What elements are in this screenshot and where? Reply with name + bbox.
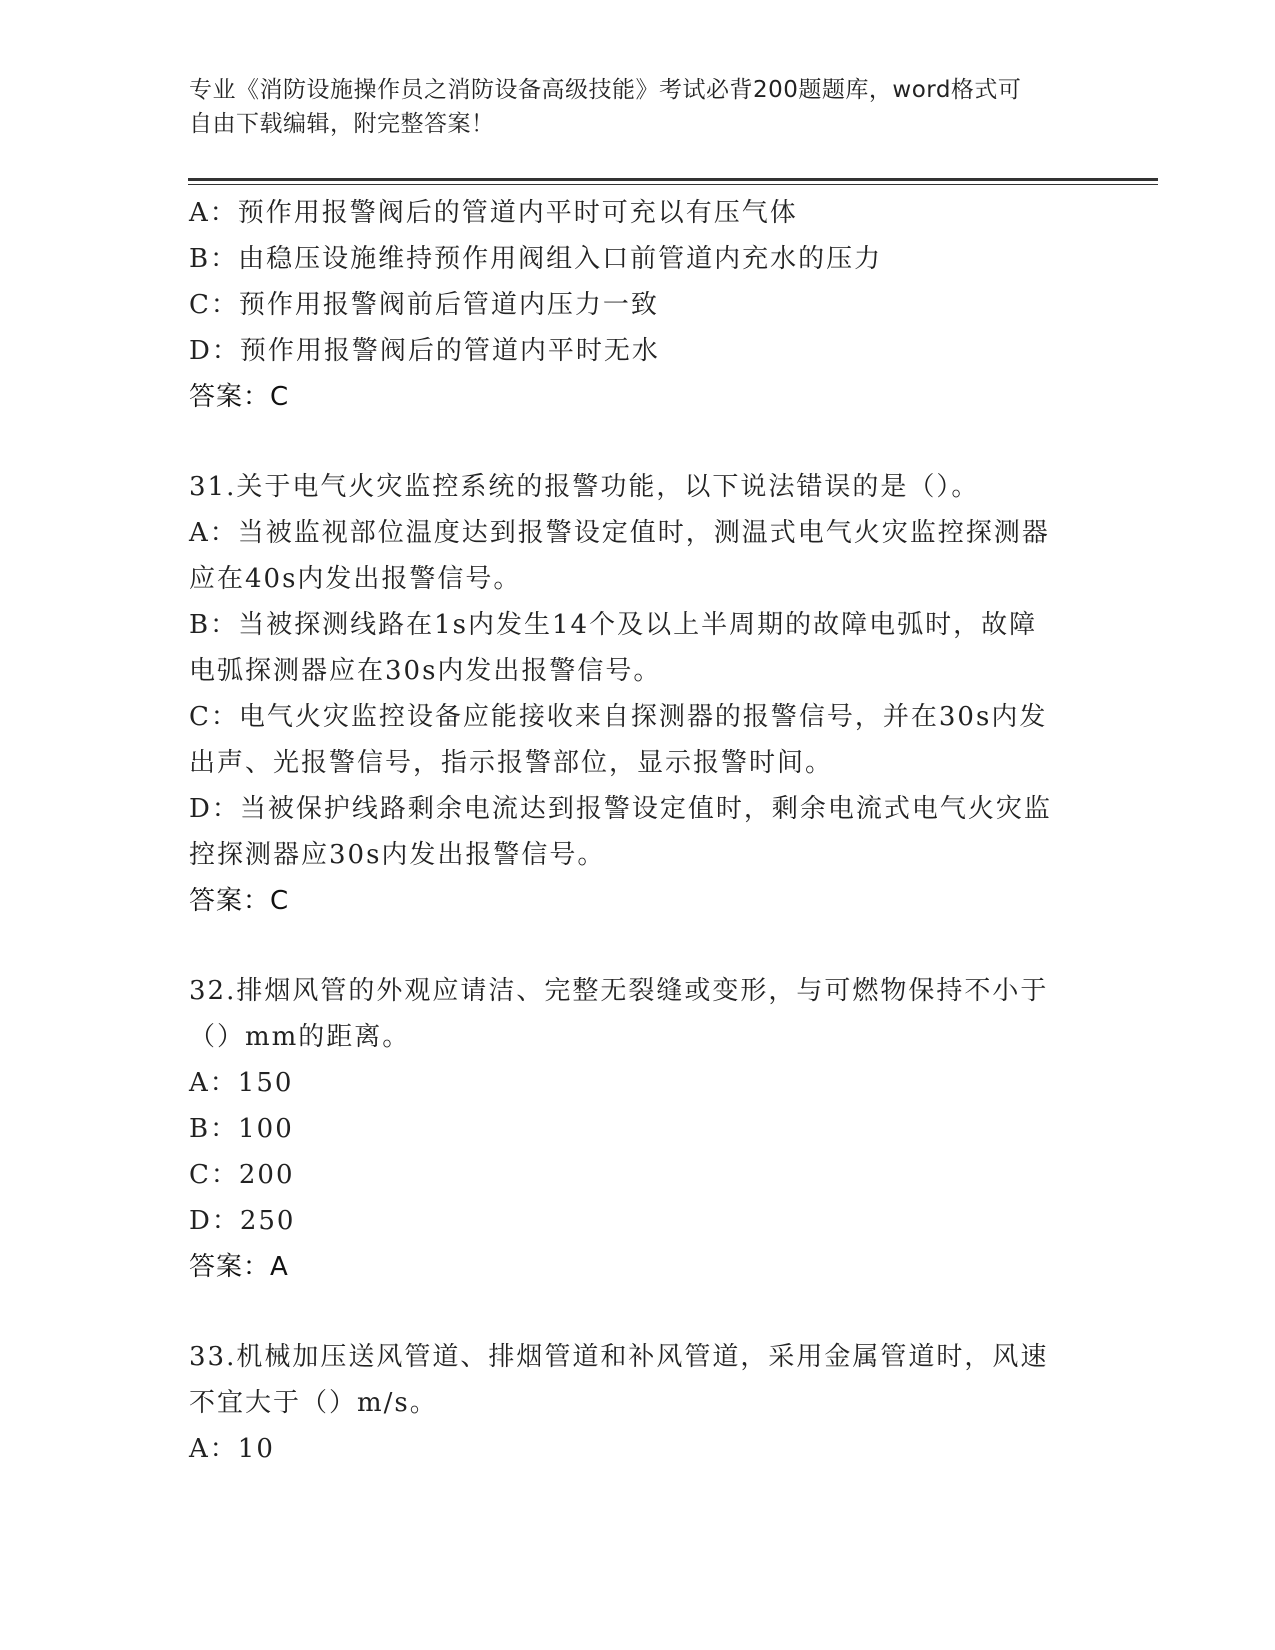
document-header bbox=[189, 73, 1089, 141]
answer-label: 答案：C bbox=[189, 382, 290, 412]
option-a: A：预作用报警阀后的管道内平时可充以有压气体 bbox=[189, 198, 798, 228]
question-stem-line-2: （）mm的距离。 bbox=[189, 1022, 411, 1052]
question-30-options bbox=[189, 190, 1089, 420]
option-a: A：10 bbox=[189, 1434, 275, 1464]
question-stem-line-2: 不宜大于（）m/s。 bbox=[189, 1388, 438, 1418]
header-title-line-2: 自由下载编辑，附完整答案！ bbox=[189, 111, 495, 137]
header-divider-thick bbox=[188, 178, 1158, 181]
option-c-line-1: C：电气火灾监控设备应能接收来自探测器的报警信号，并在30s内发 bbox=[189, 702, 1048, 732]
answer-label: 答案：A bbox=[189, 1252, 289, 1282]
option-d-line-1: D：当被保护线路剩余电流达到报警设定值时，剩余电流式电气火灾监 bbox=[189, 794, 1052, 824]
header-title-line-1: 专业《消防设施操作员之消防设备高级技能》考试必背200题题库，word格式可 bbox=[189, 77, 1022, 103]
option-a-line-1: A：当被监视部位温度达到报警设定值时，测温式电气火灾监控探测器 bbox=[189, 518, 1050, 548]
question-stem-line-1: 32.排烟风管的外观应请洁、完整无裂缝或变形，与可燃物保持不小于 bbox=[189, 976, 1049, 1006]
question-stem-line-1: 33.机械加压送风管道、排烟管道和补风管道，采用金属管道时，风速 bbox=[189, 1342, 1049, 1372]
option-a: A：150 bbox=[189, 1068, 294, 1098]
option-d: D：预作用报警阀后的管道内平时无水 bbox=[189, 336, 660, 366]
question-stem: 31.关于电气火灾监控系统的报警功能，以下说法错误的是（）。 bbox=[189, 472, 980, 502]
question-32 bbox=[189, 968, 1089, 1290]
question-list bbox=[189, 190, 1089, 1472]
option-b: B：100 bbox=[189, 1114, 294, 1144]
option-c: C：200 bbox=[189, 1160, 295, 1190]
question-33 bbox=[189, 1334, 1089, 1472]
option-b-line-1: B：当被探测线路在1s内发生14个及以上半周期的故障电弧时，故障 bbox=[189, 610, 1038, 640]
header-divider-thin bbox=[188, 184, 1158, 185]
option-b-line-2: 电弧探测器应在30s内发出报警信号。 bbox=[189, 656, 662, 686]
option-d-line-2: 控探测器应30s内发出报警信号。 bbox=[189, 840, 606, 870]
option-b: B：由稳压设施维持预作用阀组入口前管道内充水的压力 bbox=[189, 244, 883, 274]
option-c: C：预作用报警阀前后管道内压力一致 bbox=[189, 290, 659, 320]
answer-label: 答案：C bbox=[189, 886, 290, 916]
option-a-line-2: 应在40s内发出报警信号。 bbox=[189, 564, 522, 594]
option-c-line-2: 出声、光报警信号，指示报警部位，显示报警时间。 bbox=[189, 748, 834, 778]
option-d: D：250 bbox=[189, 1206, 296, 1236]
question-31 bbox=[189, 464, 1089, 924]
